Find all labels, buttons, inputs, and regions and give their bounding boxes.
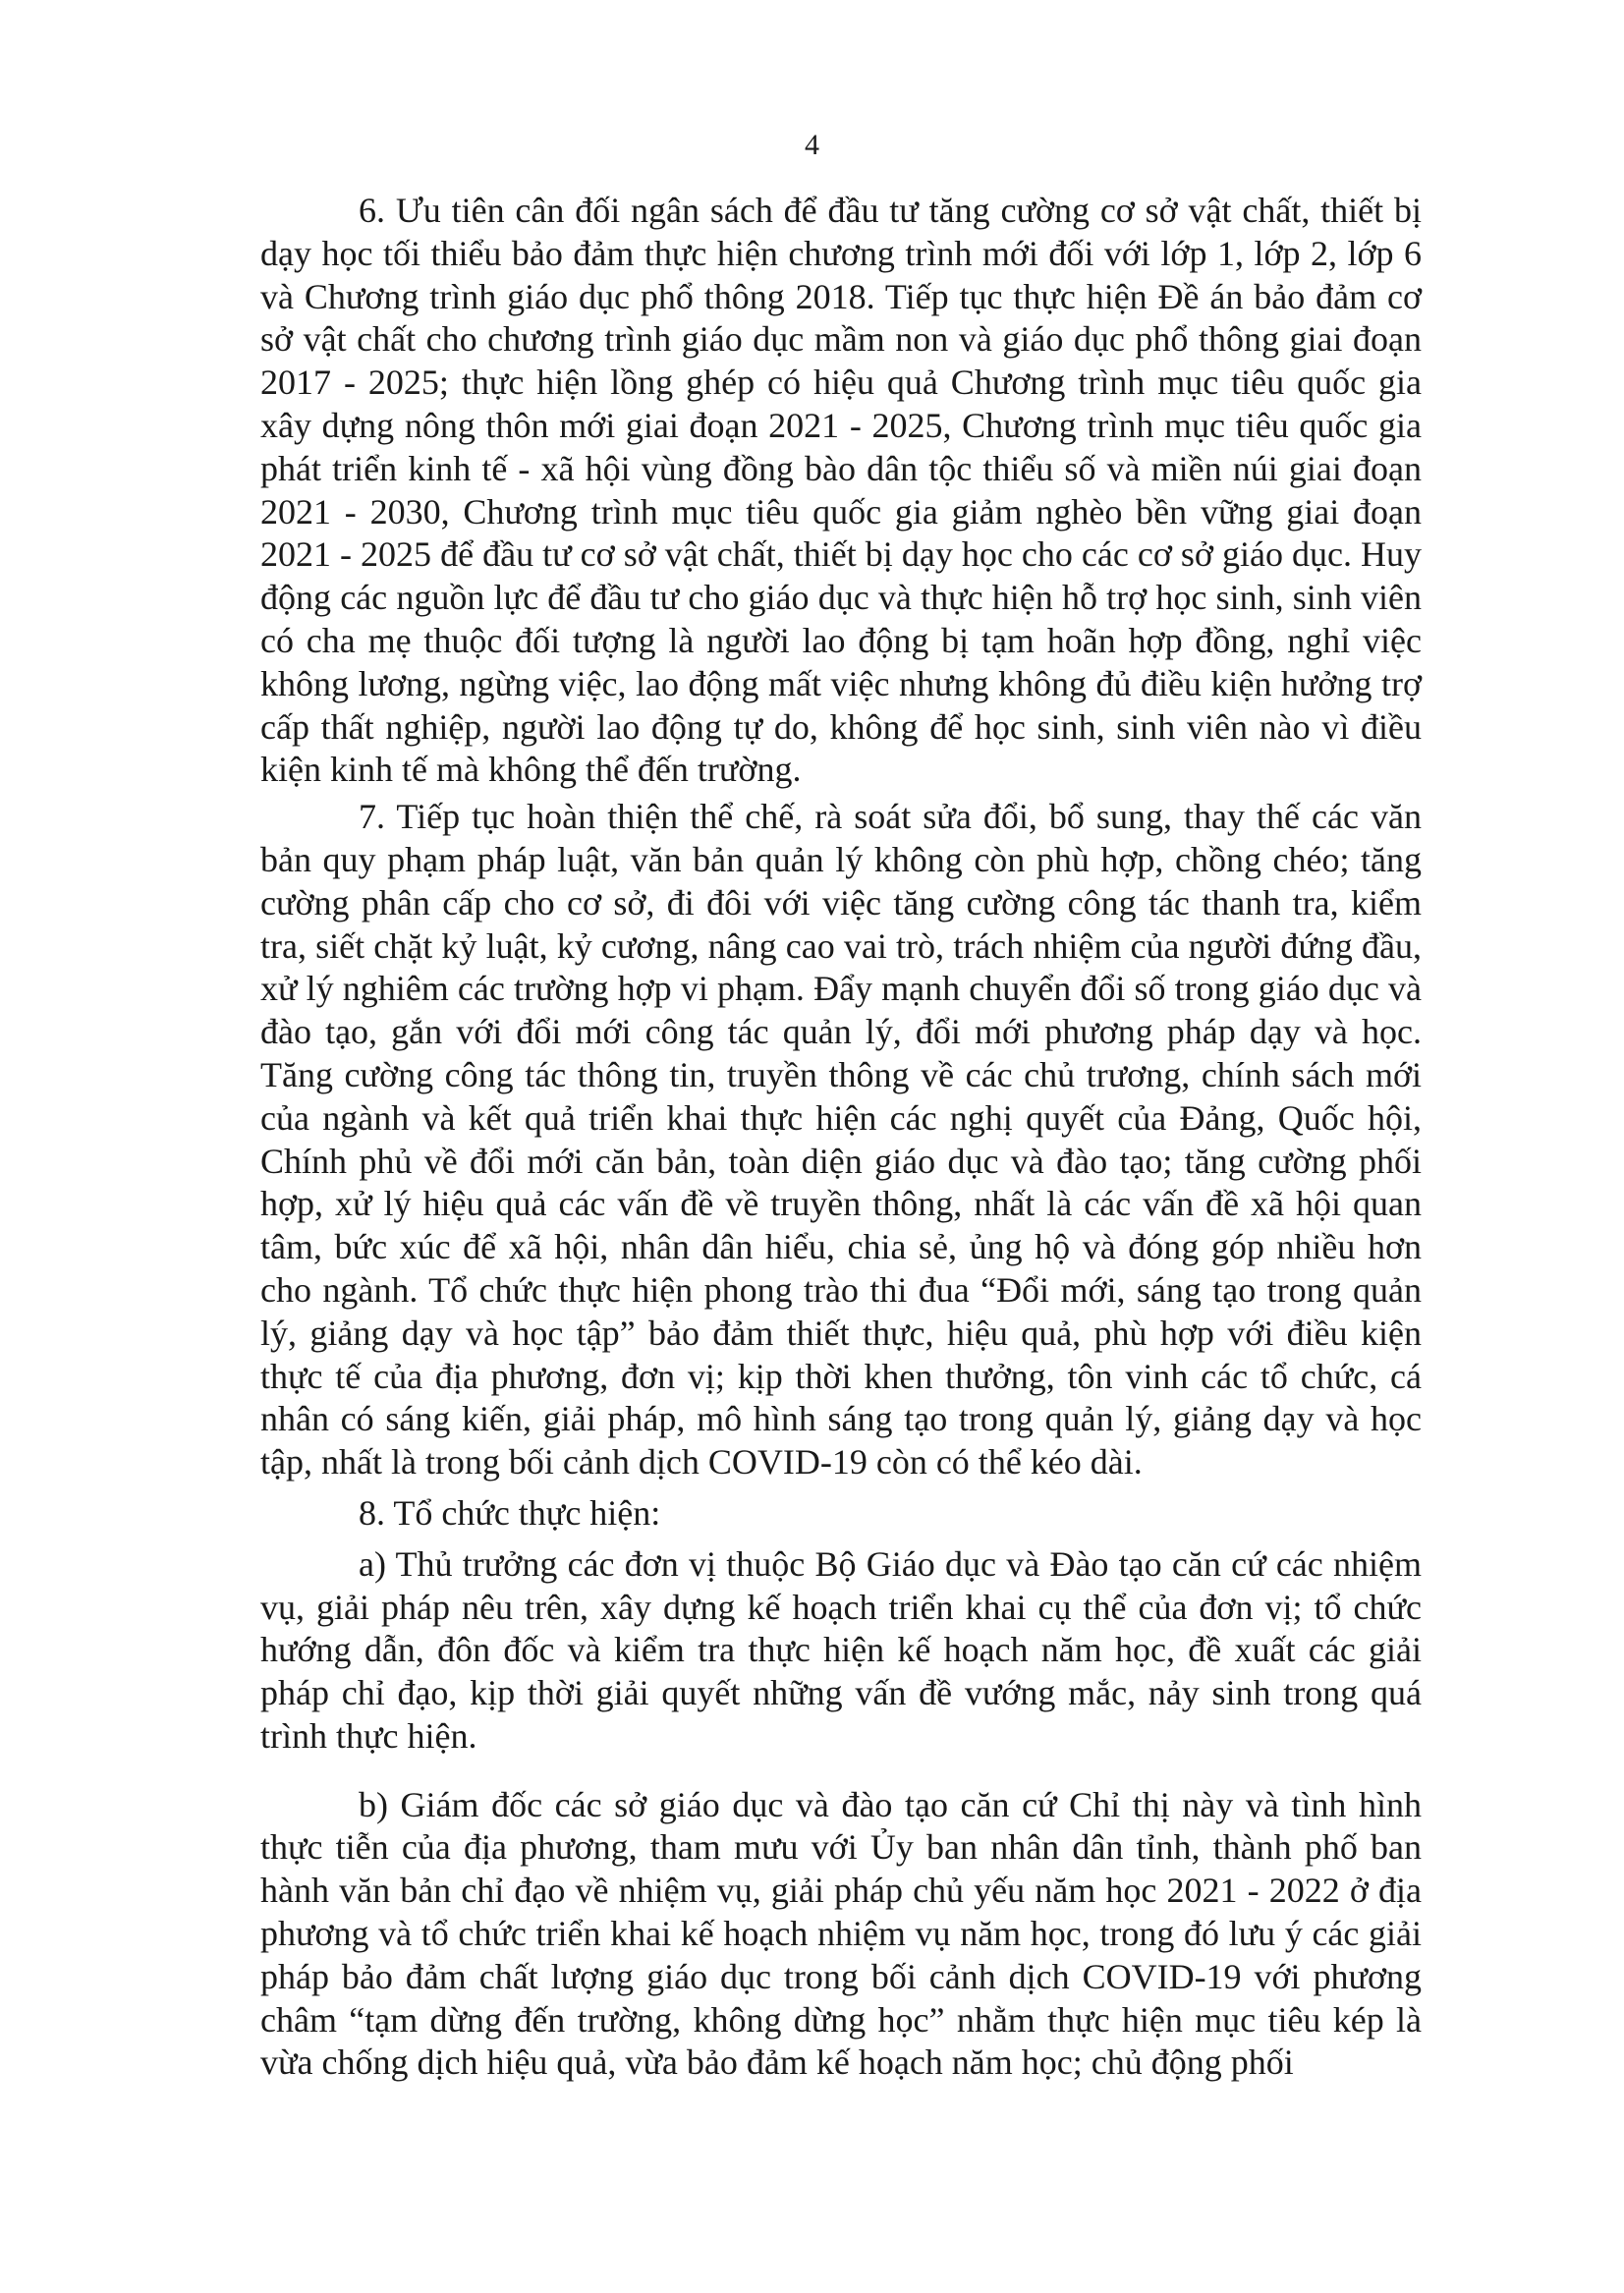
paragraph-8-heading: 8. Tổ chức thực hiện: xyxy=(359,1492,661,1533)
paragraph-8a: a) Thủ trưởng các đơn vị thuộc Bộ Giáo dục và Đào tạo căn cứ các nhiệm vụ, giải pháp nêu trên, xây dựng kế hoạch triển khai cụ thể của đơn vị; tổ chức hướng dẫn, đôn đốc và kiểm tra thực hiện kế hoạch năm học, đề xuất các giải pháp chỉ đạo, kịp thời giải quyết những vấn đề vướng mắc, nảy sinh trong quá trình thực hiện. xyxy=(260,1543,1422,1756)
document-body xyxy=(260,190,1422,2085)
page-number: 4 xyxy=(805,129,819,161)
paragraph-6: 6. Ưu tiên cân đối ngân sách để đầu tư tăng cường cơ sở vật chất, thiết bị dạy học tối thiểu bảo đảm thực hiện chương trình mới đối với lớp 1, lớp 2, lớp 6 và Chương trình giáo dục phổ thông 2018. Tiếp tục thực hiện Đề án bảo đảm cơ sở vật chất cho chương trình giáo dục mầm non và giáo dục phổ thông giai đoạn 2017 - 2025; thực hiện lồng ghép có hiệu quả Chương trình mục tiêu quốc gia xây dựng nông thôn mới giai đoạn 2021 - 2025, Chương trình mục tiêu quốc gia phát triển kinh tế - xã hội vùng đồng bào dân tộc thiểu số và miền núi giai đoạn 2021 - 2030, Chương trình mục tiêu quốc gia giảm nghèo bền vững giai đoạn 2021 - 2025 để đầu tư cơ sở vật chất, thiết bị dạy học cho các cơ sở giáo dục. Huy động các nguồn lực để đầu tư cho giáo dục và thực hiện hỗ trợ học sinh, sinh viên có cha mẹ thuộc đối tượng là người lao động bị tạm hoãn hợp đồng, nghỉ việc không lương, ngừng việc, lao động mất việc nhưng không đủ điều kiện hưởng trợ cấp thất nghiệp, người lao động tự do, không để học sinh, sinh viên nào vì điều kiện kinh tế mà không thể đến trường. xyxy=(260,191,1422,790)
paragraph-8b: b) Giám đốc các sở giáo dục và đào tạo căn cứ Chỉ thị này và tình hình thực tiễn của địa phương, tham mưu với Ủy ban nhân dân tỉnh, thành phố ban hành văn bản chỉ đạo về nhiệm vụ, giải pháp chủ yếu năm học 2021 - 2022 ở địa phương và tổ chức triển khai kế hoạch nhiệm vụ năm học, trong đó lưu ý các giải pháp bảo đảm chất lượng giáo dục trong bối cảnh dịch COVID-19 với phương châm “tạm dừng đến trường, không dừng học” nhằm thực hiện mục tiêu kép là vừa chống dịch hiệu quả, vừa bảo đảm kế hoạch năm học; chủ động phối xyxy=(260,1784,1422,2083)
paragraph-7: 7. Tiếp tục hoàn thiện thể chế, rà soát sửa đổi, bổ sung, thay thế các văn bản quy phạm pháp luật, văn bản quản lý không còn phù hợp, chồng chéo; tăng cường phân cấp cho cơ sở, đi đôi với việc tăng cường công tác thanh tra, kiểm tra, siết chặt kỷ luật, kỷ cương, nâng cao vai trò, trách nhiệm của người đứng đầu, xử lý nghiêm các trường hợp vi phạm. Đẩy mạnh chuyển đổi số trong giáo dục và đào tạo, gắn với đổi mới công tác quản lý, đổi mới phương pháp dạy và học. Tăng cường công tác thông tin, truyền thông về các chủ trương, chính sách mới của ngành và kết quả triển khai thực hiện các nghị quyết của Đảng, Quốc hội, Chính phủ về đổi mới căn bản, toàn diện giáo dục và đào tạo; tăng cường phối hợp, xử lý hiệu quả các vấn đề về truyền thông, nhất là các vấn đề xã hội quan tâm, bức xúc để xã hội, nhân dân hiểu, chia sẻ, ủng hộ và đóng góp nhiều hơn cho ngành. Tổ chức thực hiện phong trào thi đua “Đổi mới, sáng tạo trong quản lý, giảng dạy và học tập” bảo đảm thiết thực, hiệu quả, phù hợp với điều kiện thực tế của địa phương, đơn vị; kịp thời khen thưởng, tôn vinh các tổ chức, cá nhân có sáng kiến, giải pháp, mô hình sáng tạo trong quản lý, giảng dạy và học tập, nhất là trong bối cảnh dịch COVID-19 còn có thể kéo dài. xyxy=(260,797,1422,1482)
